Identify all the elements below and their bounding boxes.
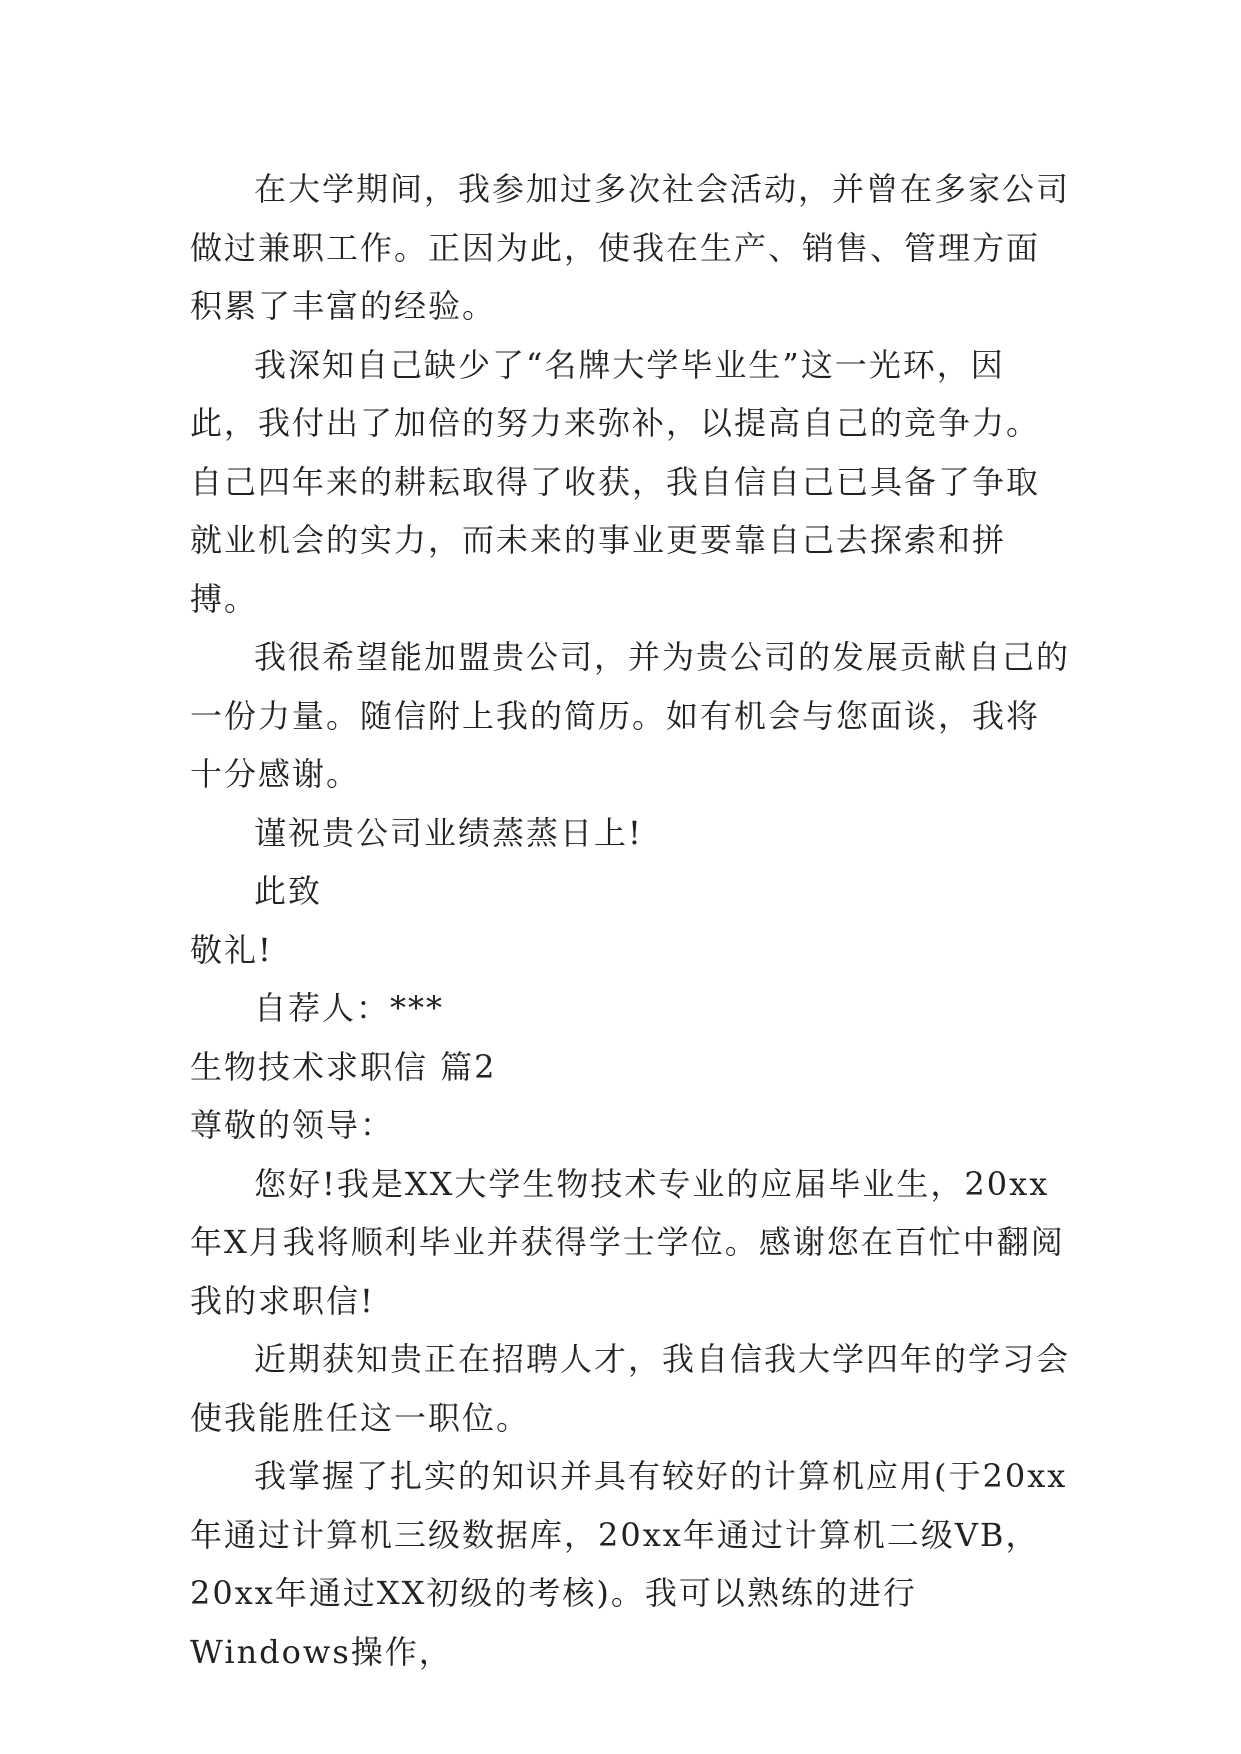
- paragraph-computer-skills: 我掌握了扎实的知识并具有较好的计算机应用(于20xx年通过计算机三级数据库，20xx年通过计算机二级VB，20xx年通过XX初级的考核)。我可以熟练的进行Windows操作，: [190, 1457, 1068, 1671]
- section-title: 生物技术求职信 篇2: [190, 1047, 497, 1086]
- paragraph-wishes: 谨祝贵公司业绩蒸蒸日上!: [254, 813, 643, 852]
- document-body: [190, 160, 1070, 1681]
- paragraph-recruitment: 近期获知贵正在招聘人才，我自信我大学四年的学习会使我能胜任这一职位。: [190, 1340, 1071, 1437]
- paragraph-join-company: 我很希望能加盟贵公司，并为贵公司的发展贡献自己的一份力量。随信附上我的简历。如有机会与您面谈，我将十分感谢。: [190, 638, 1071, 793]
- paragraph-greeting: 尊敬的领导：: [190, 1106, 395, 1144]
- paragraph-signature: 自荐人：***: [254, 989, 445, 1027]
- paragraph-closing-salutation: 此致: [254, 872, 323, 910]
- paragraph-experience: 在大学期间，我参加过多次社会活动，并曾在多家公司做过兼职工作。正因为此，使我在生产、销售、管理方面积累了丰富的经验。: [190, 170, 1071, 325]
- paragraph-regards: 敬礼!: [190, 930, 273, 969]
- paragraph-introduction: 您好!我是XX大学生物技术专业的应届毕业生，20xx年X月我将顺利毕业并获得学士学位。感谢您在百忙中翻阅我的求职信!: [190, 1164, 1065, 1320]
- paragraph-self-effort: 我深知自己缺少了“名牌大学毕业生”这一光环，因此，我付出了加倍的努力来弥补，以提高自己的竞争力。自己四年来的耕耘取得了收获，我自信自己已具备了争取就业机会的实力，而未来的事业更要靠自己去探索和拼搏。: [190, 345, 1041, 618]
